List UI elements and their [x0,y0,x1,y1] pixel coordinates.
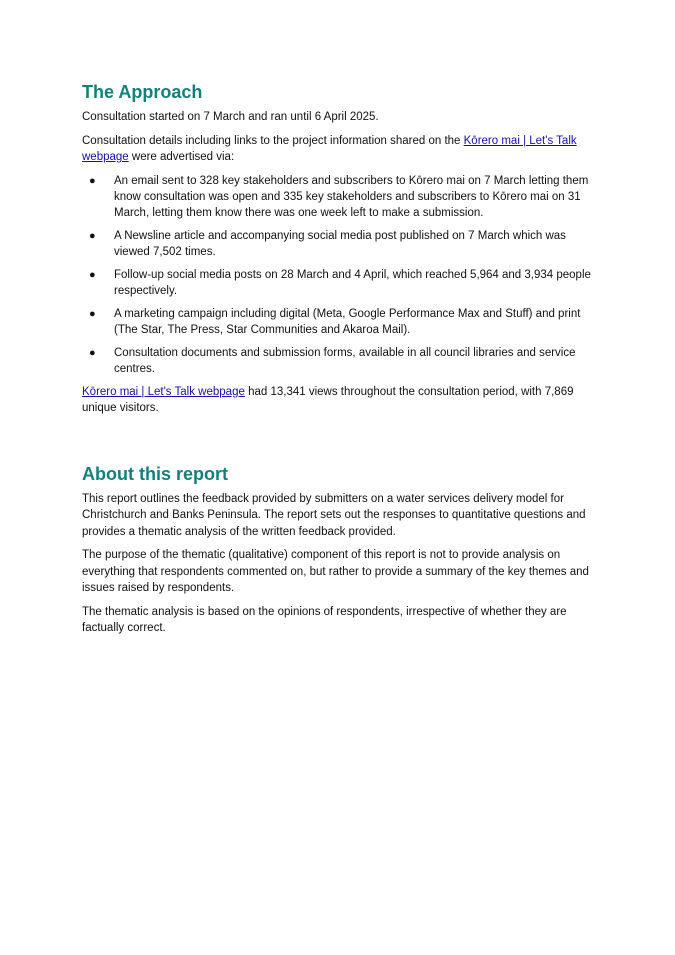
bullet-icon: ● [89,268,96,281]
korero-mai-views-link[interactable]: Kōrero mai | Let's Talk webpage [82,385,245,398]
advertising-list [82,173,593,377]
list-item [82,173,593,221]
list-item [82,228,593,260]
views-text: had 13,341 views throughout the consultation period, with 7,869 unique visitors. [82,385,574,414]
webpage-views-paragraph [82,384,593,417]
list-item [82,306,593,338]
approach-details [82,133,593,166]
section-spacer [82,424,593,462]
list-item-text: An email sent to 328 key stakeholders and subscribers to Kōrero mai on 7 March letting them know consultation was open and 335 key stakeholders and subscribers to Kōrero mai on 31 March, letting them know there was one week left to make a submission. [114,174,589,219]
list-item-text: Follow-up social media posts on 28 March and 4 April, which reached 5,964 and 3,934 people respectively. [114,268,591,297]
bullet-icon: ● [89,346,96,359]
list-item-text: A Newsline article and accompanying social media post published on 7 March which was viewed 7,502 times. [114,229,566,258]
report-paragraph: This report outlines the feedback provided by submitters on a water services delivery model for Christchurch and Banks Peninsula. The report sets out the responses to quantitative questions and provides a thematic analysis of the written feedback provided. [82,492,586,538]
list-item [82,267,593,299]
details-text-after: were advertised via: [128,151,235,163]
list-item-text: A marketing campaign including digital (Meta, Google Performance Max and Stuff) and print (The Star, The Press, Star Communities and Akaroa Mail). [114,307,581,336]
report-paragraph: The thematic analysis is based on the opinions of respondents, irrespective of whether they are factually correct. [82,605,567,634]
approach-intro: Consultation started on 7 March and ran until 6 April 2025. [82,111,379,123]
list-item-text: Consultation documents and submission forms, available in all council libraries and service centres. [114,346,576,375]
bullet-icon: ● [89,229,96,242]
report-heading: About this report [82,463,228,484]
korero-mai-link[interactable]: Kōrero mai | Let's Talk webpage [82,134,577,163]
list-item [82,345,593,377]
details-text-before: Consultation details including links to the project information shared on the [82,134,464,147]
approach-heading: The Approach [82,82,203,102]
bullet-icon: ● [89,307,96,320]
report-paragraph: The purpose of the thematic (qualitative) component of this report is not to provide analysis on everything that respondents commented on, but rather to provide a summary of the key themes and issues raised by respondents. [82,549,589,594]
bullet-icon: ● [89,174,96,187]
